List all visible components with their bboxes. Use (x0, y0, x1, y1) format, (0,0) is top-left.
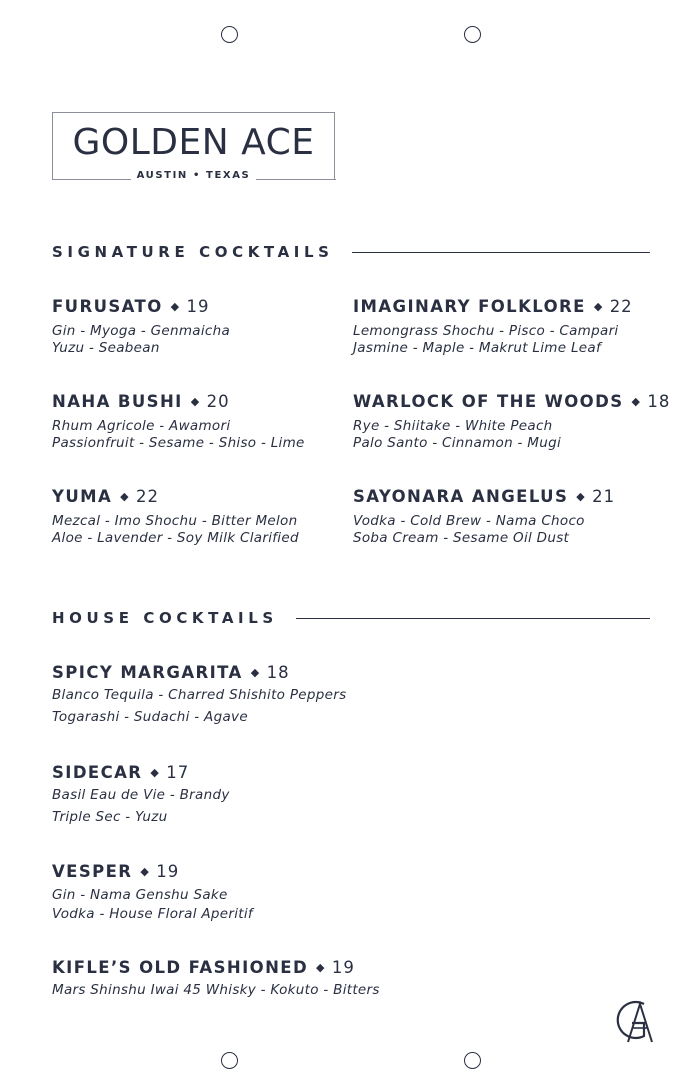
ingredient-line: Jasmine - Maple - Makrut Lime Leaf (353, 340, 602, 356)
punch-hole-bottom-left (221, 1052, 238, 1069)
ingredient-line: Soba Cream - Sesame Oil Dust (353, 530, 570, 546)
ingredient-line: Blanco Tequila - Charred Shishito Peppers (52, 687, 347, 703)
item-name: SPICY MARGARITA (52, 663, 243, 682)
item-name-line (353, 392, 670, 411)
punch-hole-bottom-right (464, 1052, 481, 1069)
item-name-line (52, 958, 380, 977)
ingredient-line: Mars Shinshu Iwai 45 Whisky - Kokuto - Bitters (52, 982, 380, 998)
item-name: IMAGINARY FOLKLORE (353, 297, 586, 316)
ingredient-line: Rye - Shiitake - White Peach (353, 418, 553, 434)
item-price: 19 (156, 862, 180, 881)
item-ingredients (353, 513, 615, 547)
item-ingredients (52, 323, 230, 357)
item-price: 18 (647, 392, 671, 411)
diamond-separator-icon: ◆ (593, 300, 604, 313)
item-price: 21 (592, 487, 616, 506)
item-price: 22 (609, 297, 633, 316)
item-name: NAHA BUSHI (52, 392, 183, 411)
section-rule-signature (352, 252, 650, 253)
item-name-line (52, 487, 299, 506)
diamond-separator-icon: ◆ (120, 490, 131, 503)
menu-item-imaginary-folklore (353, 297, 633, 357)
item-price: 20 (206, 392, 230, 411)
menu-item-sidecar (52, 763, 230, 828)
diamond-separator-icon: ◆ (170, 300, 181, 313)
item-name: SAYONARA ANGELUS (353, 487, 569, 506)
ingredient-line: Vodka - Cold Brew - Nama Choco (353, 513, 585, 529)
menu-item-vesper (52, 862, 253, 924)
punch-hole-top-left (221, 26, 238, 43)
section-rule-house (296, 618, 650, 619)
ingredient-line: Togarashi - Sudachi - Agave (52, 709, 248, 725)
item-ingredients (353, 323, 633, 357)
diamond-separator-icon: ◆ (631, 395, 642, 408)
diamond-separator-icon: ◆ (190, 395, 201, 408)
ingredient-line: Aloe - Lavender - Soy Milk Clarified (52, 530, 299, 546)
item-price: 19 (331, 958, 355, 977)
diamond-separator-icon: ◆ (150, 766, 161, 779)
brand-location (53, 171, 334, 181)
menu-item-warlock-of-the-woods (353, 392, 670, 452)
item-ingredients (52, 982, 380, 999)
item-price: 22 (136, 487, 160, 506)
item-ingredients (52, 886, 253, 924)
item-name-line (52, 763, 230, 782)
item-name: KIFLE’S OLD FASHIONED (52, 958, 309, 977)
diamond-separator-icon: ◆ (316, 961, 326, 974)
item-price: 17 (166, 763, 190, 782)
item-name-line (52, 297, 230, 316)
brand-logo (52, 112, 335, 180)
punch-hole-top-right (464, 26, 481, 43)
menu-item-kifles-old-fashioned (52, 958, 380, 999)
brand-name: GOLDEN ACE (72, 122, 315, 163)
menu-item-spicy-margarita (52, 663, 346, 728)
diamond-separator-icon: ◆ (140, 865, 151, 878)
ingredient-line: Gin - Myoga - Genmaicha (52, 323, 231, 339)
ingredient-line: Lemongrass Shochu - Pisco - Campari (353, 323, 619, 339)
diamond-separator-icon: ◆ (250, 666, 261, 679)
ingredient-line: Mezcal - Imo Shochu - Bitter Melon (52, 513, 298, 529)
brand-location-text: AUSTIN • TEXAS (131, 170, 257, 181)
ingredient-line: Yuzu - Seabean (52, 340, 160, 356)
item-price: 18 (266, 663, 290, 682)
section-title-house: HOUSE COCKTAILS (52, 609, 278, 627)
item-name: SIDECAR (52, 763, 143, 782)
ingredient-line: Gin - Nama Genshu Sake (52, 887, 228, 903)
item-name-line (52, 392, 305, 411)
menu-item-sayonara-angelus (353, 487, 615, 547)
item-name: YUMA (52, 487, 113, 506)
ga-monogram-icon (608, 996, 656, 1046)
ingredient-line: Rhum Agricole - Awamori (52, 418, 231, 434)
item-ingredients (52, 684, 346, 728)
item-price: 19 (186, 297, 210, 316)
diamond-separator-icon: ◆ (576, 490, 587, 503)
ingredient-line: Triple Sec - Yuzu (52, 809, 168, 825)
menu-item-yuma (52, 487, 299, 547)
item-ingredients (52, 418, 305, 452)
item-name-line (353, 297, 633, 316)
ingredient-line: Vodka - House Floral Aperitif (52, 906, 253, 922)
item-ingredients (52, 784, 230, 828)
ingredient-line: Passionfruit - Sesame - Shiso - Lime (52, 435, 305, 451)
item-name-line (52, 862, 253, 881)
menu-item-furusato (52, 297, 230, 357)
item-name: WARLOCK OF THE WOODS (353, 392, 624, 411)
item-ingredients (353, 418, 670, 452)
section-title-signature: SIGNATURE COCKTAILS (52, 243, 334, 261)
ingredient-line: Palo Santo - Cinnamon - Mugi (353, 435, 562, 451)
ingredient-line: Basil Eau de Vie - Brandy (52, 787, 230, 803)
item-ingredients (52, 513, 299, 547)
menu-item-naha-bushi (52, 392, 305, 452)
item-name: FURUSATO (52, 297, 163, 316)
item-name: VESPER (52, 862, 133, 881)
item-name-line (353, 487, 615, 506)
item-name-line (52, 663, 346, 682)
